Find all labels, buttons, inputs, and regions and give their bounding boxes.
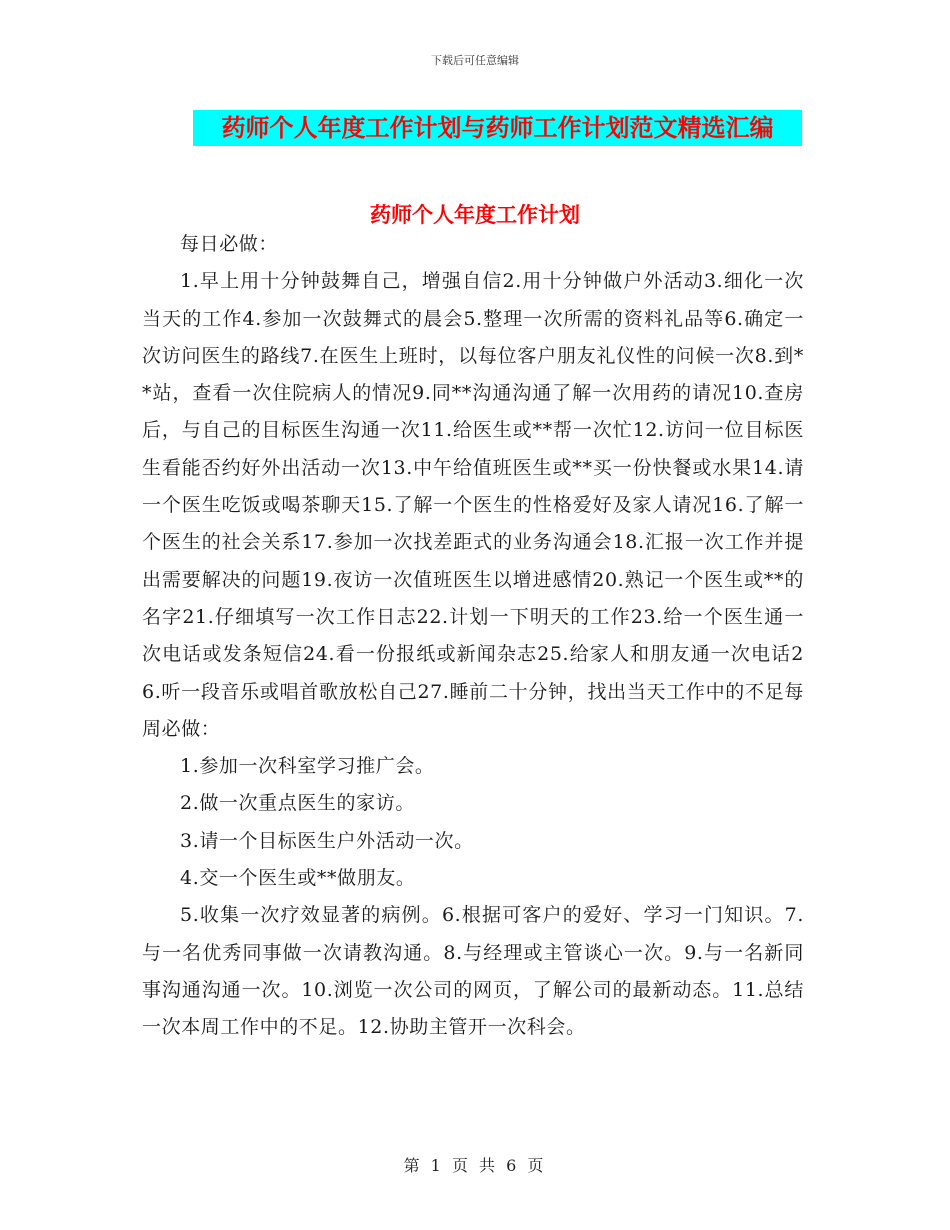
paragraph-weekly-item: 2.做一次重点医生的家访。 [180, 792, 415, 815]
page-footer: 第 1 页 共 6 页 [403, 1156, 547, 1175]
page-header: 下载后可任意编辑 [431, 54, 519, 67]
document-body [142, 226, 804, 1047]
document-title: 药师个人年度工作计划与药师工作计划范文精选汇编 [193, 110, 802, 146]
section-title: 药师个人年度工作计划 [370, 202, 580, 227]
paragraph-weekly-item: 4.交一个医生或**做朋友。 [180, 867, 416, 890]
paragraph-weekly-item: 1.参加一次科室学习推广会。 [180, 755, 435, 778]
paragraph-daily-heading: 每日必做： [180, 233, 279, 255]
paragraph-daily-list: 1.早上用十分钟鼓舞自己，增强自信2.用十分钟做户外活动3.细化一次当天的工作4.参加一次鼓舞式的晨会5.整理一次所需的资料礼品等6.确定一次访问医生的路线7.在医生上班时，以每位客户朋友礼仪性的问候一次8.到**站，查看一次住院病人的情况9.同**沟通沟通了解一次用药的请况10.查房后，与自己的目标医生沟通一次11.给医生或**帮一次忙12.访问一位目标医生看能否约好外出活动一次13.中午给值班医生或**买一份快餐或水果14.请一个医生吃饭或喝茶聊天15.了解一个医生的性格爱好及家人请况16.了解一个医生的社会关系17.参加一次找差距式的业务沟通会18.汇报一次工作并提出需要解决的问题19.夜访一次值班医生以增进感情20.熟记一个医生或**的名字21.仔细填写一次工作日志22.计划一下明天的工作23.给一个医生通一次电话或发条短信24.看一份报纸或新闻杂志25.给家人和朋友通一次电话26.听一段音乐或唱首歌放松自己27.睡前二十分钟，找出当天工作中的不足每周必做： [142, 270, 804, 740]
paragraph-weekly-list: 5.收集一次疗效显著的病例。6.根据可客户的爱好、学习一门知识。7.与一名优秀同事做一次请教沟通。8.与经理或主管谈心一次。9.与一名新同事沟通沟通一次。10.浏览一次公司的网页，了解公司的最新动态。11.总结一次本周工作中的不足。12.协助主管开一次科会。 [142, 904, 804, 1039]
paragraph-weekly-item: 3.请一个目标医生户外活动一次。 [180, 829, 474, 852]
